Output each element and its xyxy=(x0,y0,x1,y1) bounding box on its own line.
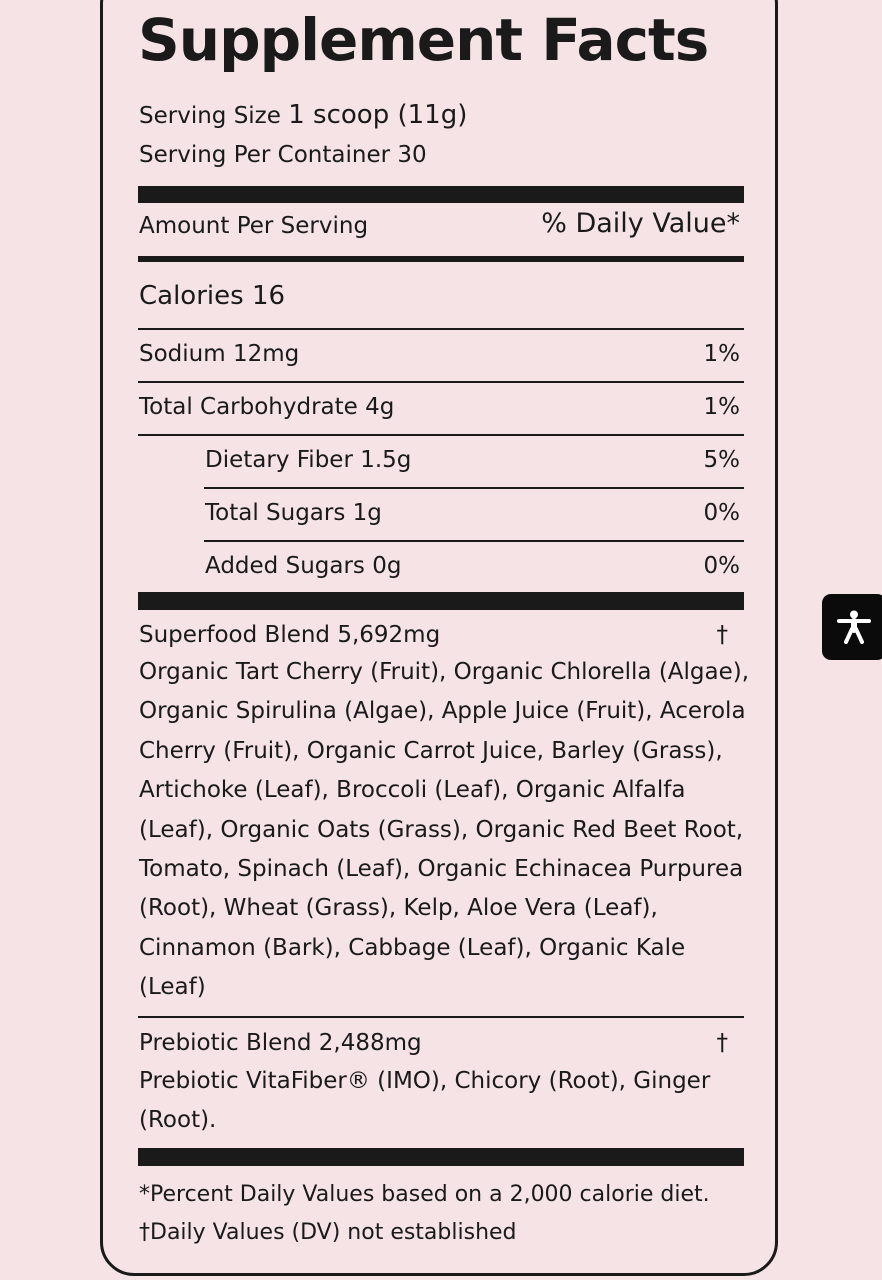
accessibility-icon xyxy=(837,610,871,644)
nutrient-dv: 0% xyxy=(703,500,740,526)
thick-divider xyxy=(138,186,744,203)
footnote-dv-not-established: †Daily Values (DV) not established xyxy=(139,1220,517,1245)
superfood-blend-name: Superfood Blend 5,692mg xyxy=(139,622,441,648)
prebiotic-ingredients: Prebiotic VitaFiber® (IMO), Chicory (Root), Ginger (Root). xyxy=(139,1068,711,1134)
divider xyxy=(138,434,744,436)
thick-divider xyxy=(138,592,744,610)
thick-divider xyxy=(138,1148,744,1166)
amount-per-serving-header: Amount Per Serving xyxy=(139,213,369,239)
superfood-ingredients: Organic Tart Cherry (Fruit), Organic Chlorella (Algae), Organic Spirulina (Algae), Apple Juice (Fruit), Acerola Cherry (Fruit), Organic Carrot Juice, Barley (Grass), Artichoke (Leaf), Broccoli (Leaf), Organic Alfalfa (Leaf), Organic Oats (Grass), Organic Red Beet Root, Tomato, Spinach (Leaf), Organic Echinacea Purpurea (Root), Wheat (Grass), Kelp, Aloe Vera (Leaf), Cinnamon (Bark), Cabbage (Leaf), Organic Kale (Leaf) xyxy=(139,659,750,1001)
daily-value-header: % Daily Value* xyxy=(541,208,740,239)
prebiotic-blend-name: Prebiotic Blend 2,488mg xyxy=(139,1030,422,1056)
divider xyxy=(138,1016,744,1018)
serving-size-value: 1 scoop (11g) xyxy=(288,100,468,130)
nutrient-dv: 0% xyxy=(703,553,740,579)
nutrient-name: Sodium 12mg xyxy=(139,341,300,367)
nutrient-name: Added Sugars 0g xyxy=(205,553,402,579)
serving-size xyxy=(139,100,467,130)
nutrient-dv: 1% xyxy=(703,394,740,420)
divider xyxy=(204,540,744,542)
nutrient-name: Total Carbohydrate 4g xyxy=(139,394,395,420)
calories: Calories 16 xyxy=(139,281,286,311)
nutrient-name: Total Sugars 1g xyxy=(205,500,382,526)
accessibility-button[interactable] xyxy=(822,594,882,660)
serving-size-label: Serving Size xyxy=(139,103,281,129)
superfood-blend-dv: † xyxy=(716,622,728,648)
medium-divider xyxy=(138,256,744,262)
divider xyxy=(138,328,744,330)
nutrient-name: Dietary Fiber 1.5g xyxy=(205,447,412,473)
servings-per-container: Serving Per Container 30 xyxy=(139,142,427,168)
divider xyxy=(138,381,744,383)
footnote-daily-values: *Percent Daily Values based on a 2,000 calorie diet. xyxy=(139,1182,710,1207)
prebiotic-blend-dv: † xyxy=(716,1030,728,1056)
panel-title: Supplement Facts xyxy=(138,6,709,74)
divider xyxy=(204,487,744,489)
nutrient-dv: 5% xyxy=(703,447,740,473)
nutrient-dv: 1% xyxy=(703,341,740,367)
